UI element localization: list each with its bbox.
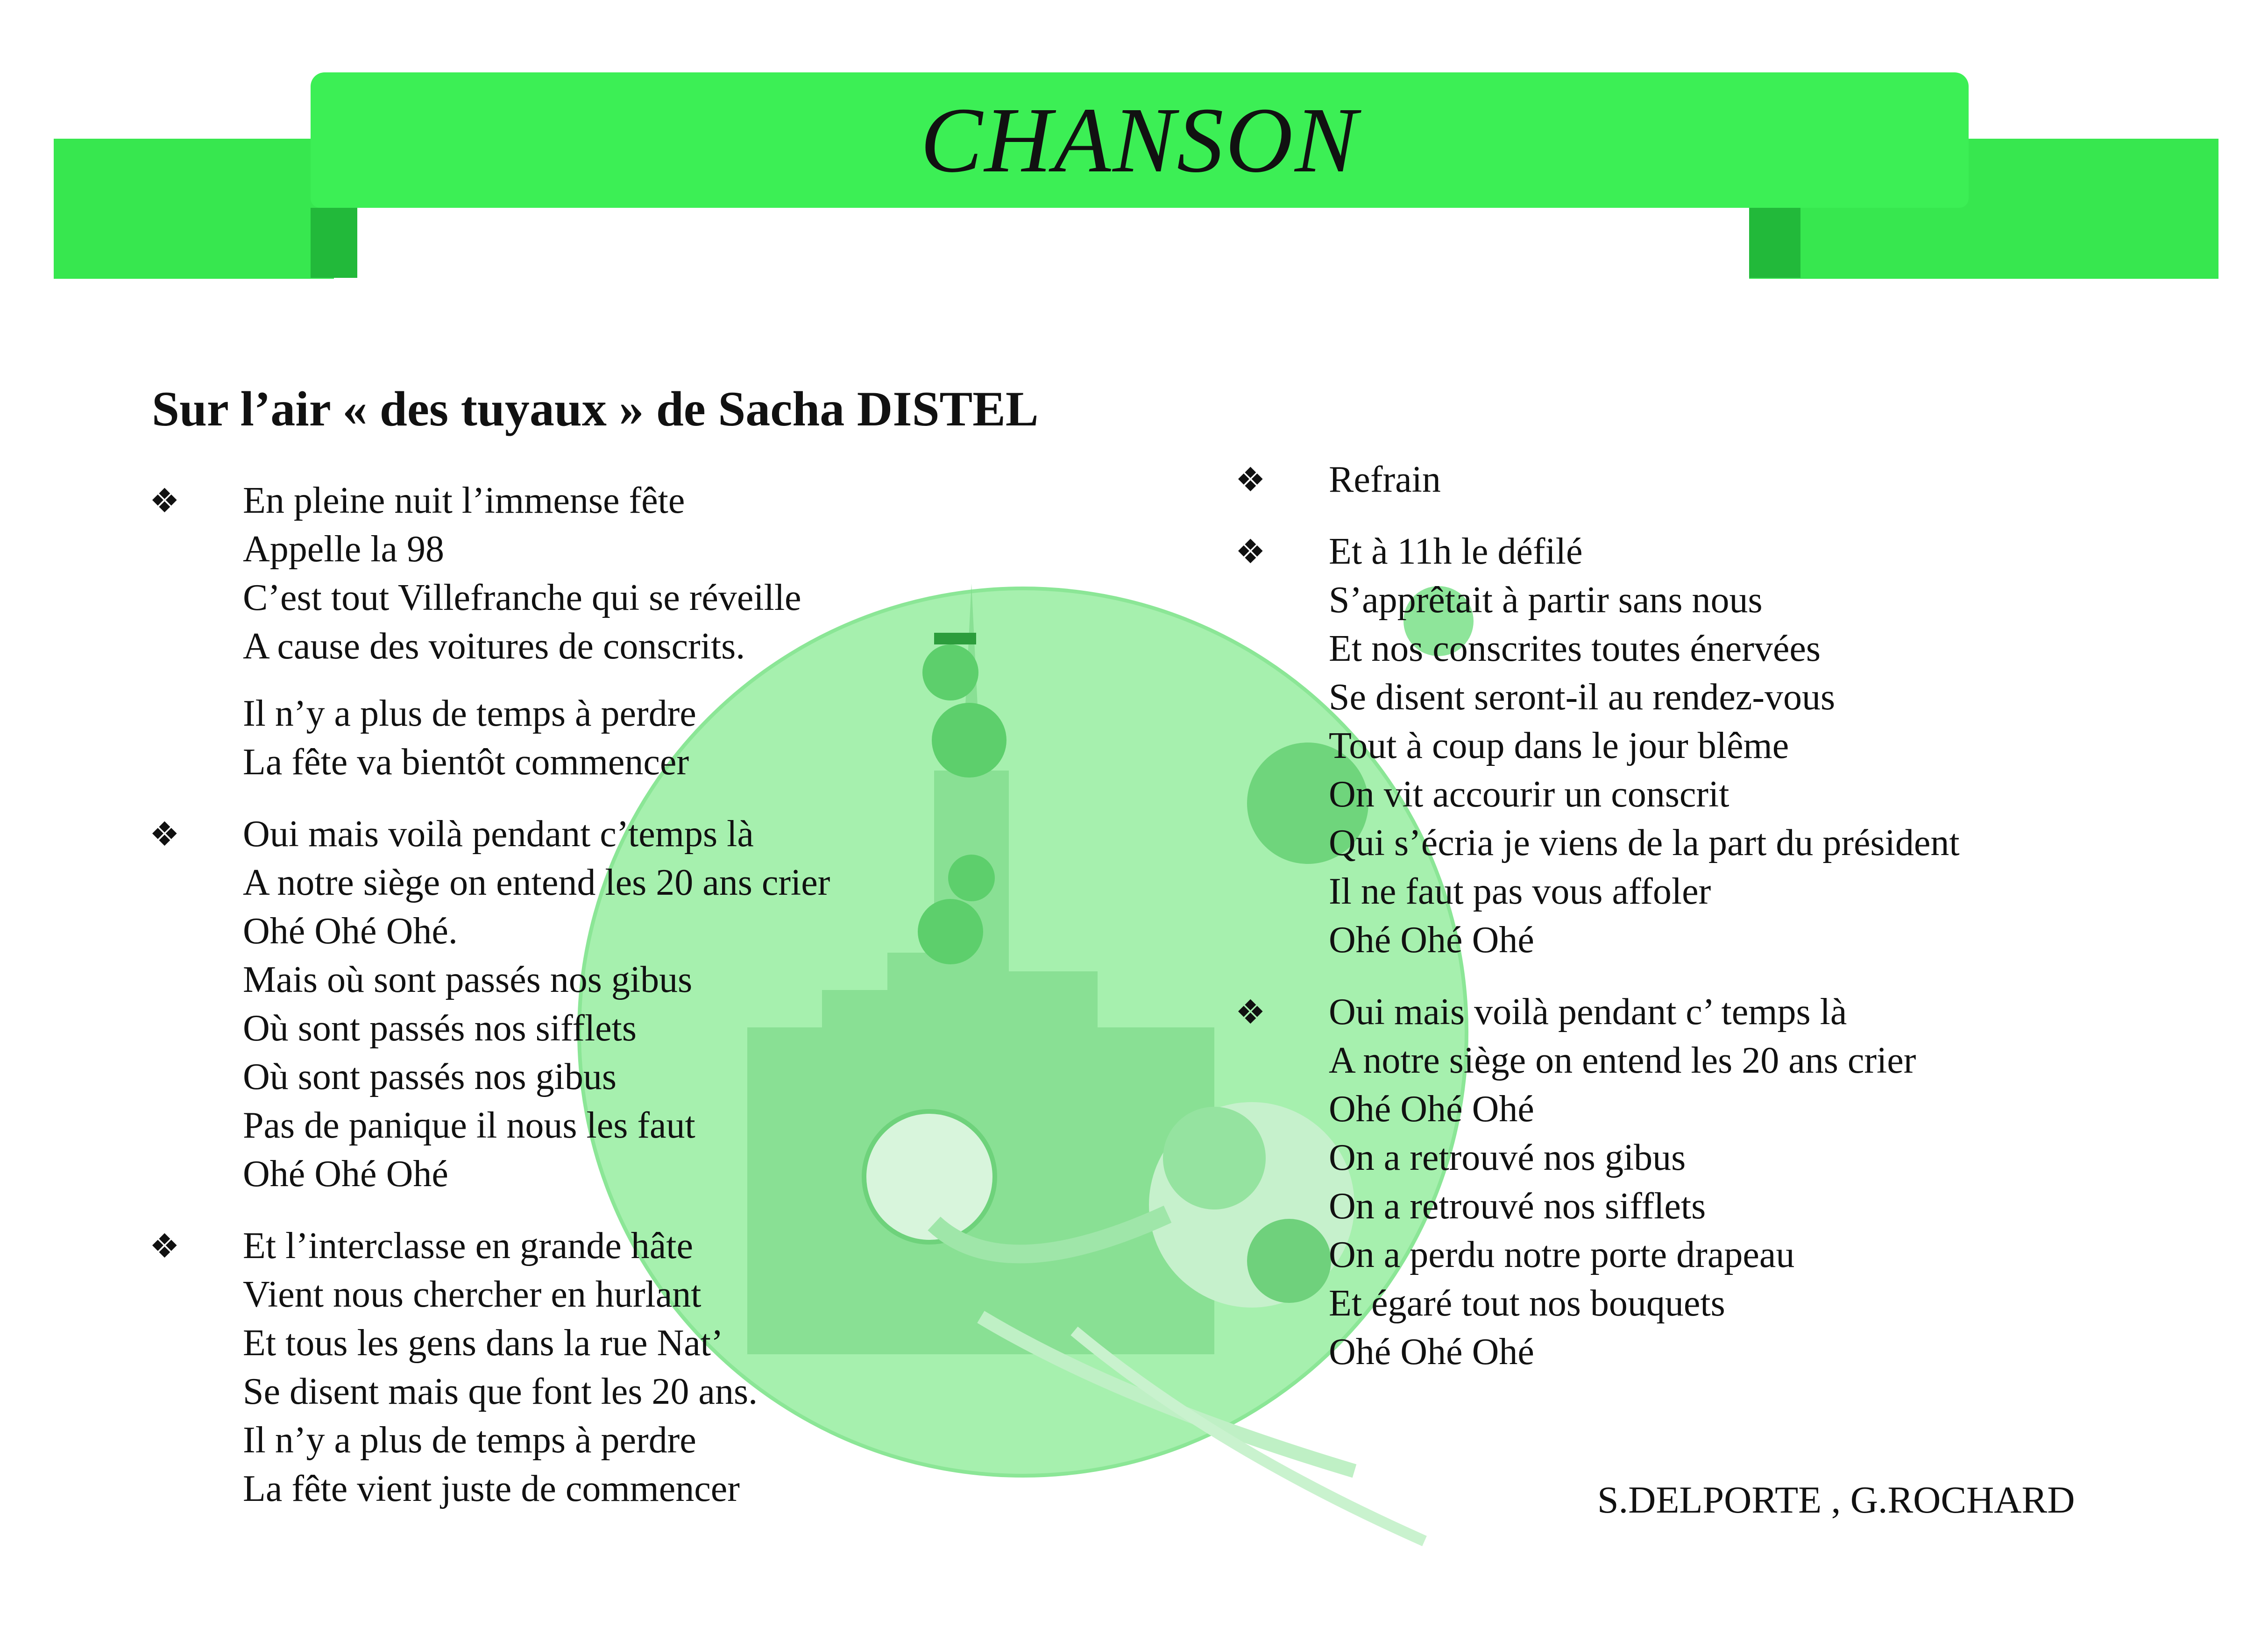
verse-line: A notre siège on entend les 20 ans crier — [243, 862, 830, 903]
refrain — [1235, 455, 2216, 504]
verse-line: On a perdu notre porte drapeau — [1329, 1234, 1795, 1275]
verse-line: Il n’y a plus de temps à perdre — [243, 1420, 696, 1461]
verse-4 — [1235, 527, 2216, 964]
bullet-icon: ❖ — [1235, 992, 1266, 1032]
verse-line: On a retrouvé nos sifflets — [1329, 1186, 1706, 1227]
verse-line: Et nos conscrites toutes énervées — [1329, 628, 1821, 669]
verse-2 — [149, 810, 1060, 1198]
banner-title: CHANSON — [920, 88, 1359, 192]
ribbon-left-fold — [311, 208, 357, 278]
verse-line: Qui s’écria je viens de la part du président — [1329, 822, 1960, 863]
verse-line: Pas de panique il nous les faut — [243, 1105, 695, 1146]
verse-line: Ohé Ohé Ohé — [1329, 1089, 1534, 1130]
verse-line: La fête vient juste de commencer — [243, 1468, 740, 1509]
verse-line: Mais où sont passés nos gibus — [243, 959, 693, 1000]
right-column — [1235, 455, 2216, 1376]
ribbon-left-tail — [54, 139, 334, 279]
bullet-icon: ❖ — [149, 814, 180, 854]
verse-line: A notre siège on entend les 20 ans crier — [1329, 1040, 1916, 1081]
bullet-icon: ❖ — [149, 481, 180, 520]
bullet-icon: ❖ — [1235, 460, 1266, 499]
refrain-label: Refrain — [1329, 459, 1441, 500]
verse-line: Et égaré tout nos bouquets — [1329, 1283, 1725, 1324]
verse-3 — [149, 1222, 1060, 1513]
verse-line: La fête va bientôt commencer — [243, 742, 689, 783]
verse-line: Ohé Ohé Ohé — [1329, 1331, 1534, 1372]
verse-line: Et l’interclasse en grande hâte — [243, 1225, 693, 1266]
verse-line: Ohé Ohé Ohé — [243, 1153, 448, 1195]
verse-line: Et à 11h le défilé — [1329, 531, 1583, 572]
verse-line: On a retrouvé nos gibus — [1329, 1137, 1686, 1178]
verse-line: Il ne faut pas vous affoler — [1329, 871, 1711, 912]
song-subtitle: Sur l’air « des tuyaux » de Sacha DISTEL — [152, 382, 1039, 436]
verse-line: Tout à coup dans le jour blême — [1329, 725, 1789, 766]
ribbon-banner — [311, 72, 1969, 208]
verse-line: Se disent mais que font les 20 ans. — [243, 1371, 758, 1412]
verse-line: S’apprêtait à partir sans nous — [1329, 580, 1763, 621]
verse-line: Appelle la 98 — [243, 529, 444, 570]
verse-line: Oui mais voilà pendant c’temps là — [243, 813, 754, 855]
bullet-icon: ❖ — [149, 1226, 180, 1266]
verse-line: Où sont passés nos sifflets — [243, 1008, 637, 1049]
verse-5 — [1235, 988, 2216, 1376]
verse-line: Oui mais voilà pendant c’ temps là — [1329, 991, 1847, 1033]
verse-line: Il n’y a plus de temps à perdre — [243, 693, 696, 734]
left-column — [149, 476, 1060, 1513]
verse-line: Où sont passés nos gibus — [243, 1056, 617, 1097]
ribbon-right-fold — [1749, 208, 1800, 278]
verse-line: On vit accourir un conscrit — [1329, 774, 1729, 815]
credits: S.DELPORTE , G.ROCHARD — [1597, 1478, 2075, 1521]
verse-line: C’est tout Villefranche qui se réveille — [243, 577, 801, 618]
verse-line: Ohé Ohé Ohé. — [243, 911, 458, 952]
verse-line: A cause des voitures de conscrits. — [243, 626, 745, 667]
verse-line: Ohé Ohé Ohé — [1329, 919, 1534, 961]
verse-line: Et tous les gens dans la rue Nat’ — [243, 1323, 723, 1364]
verse-line: Se disent seront-il au rendez-vous — [1329, 677, 1836, 718]
verse-line: En pleine nuit l’immense fête — [243, 480, 685, 521]
verse-1 — [149, 476, 1060, 786]
verse-line: Vient nous chercher en hurlant — [243, 1274, 702, 1315]
bullet-icon: ❖ — [1235, 532, 1266, 571]
